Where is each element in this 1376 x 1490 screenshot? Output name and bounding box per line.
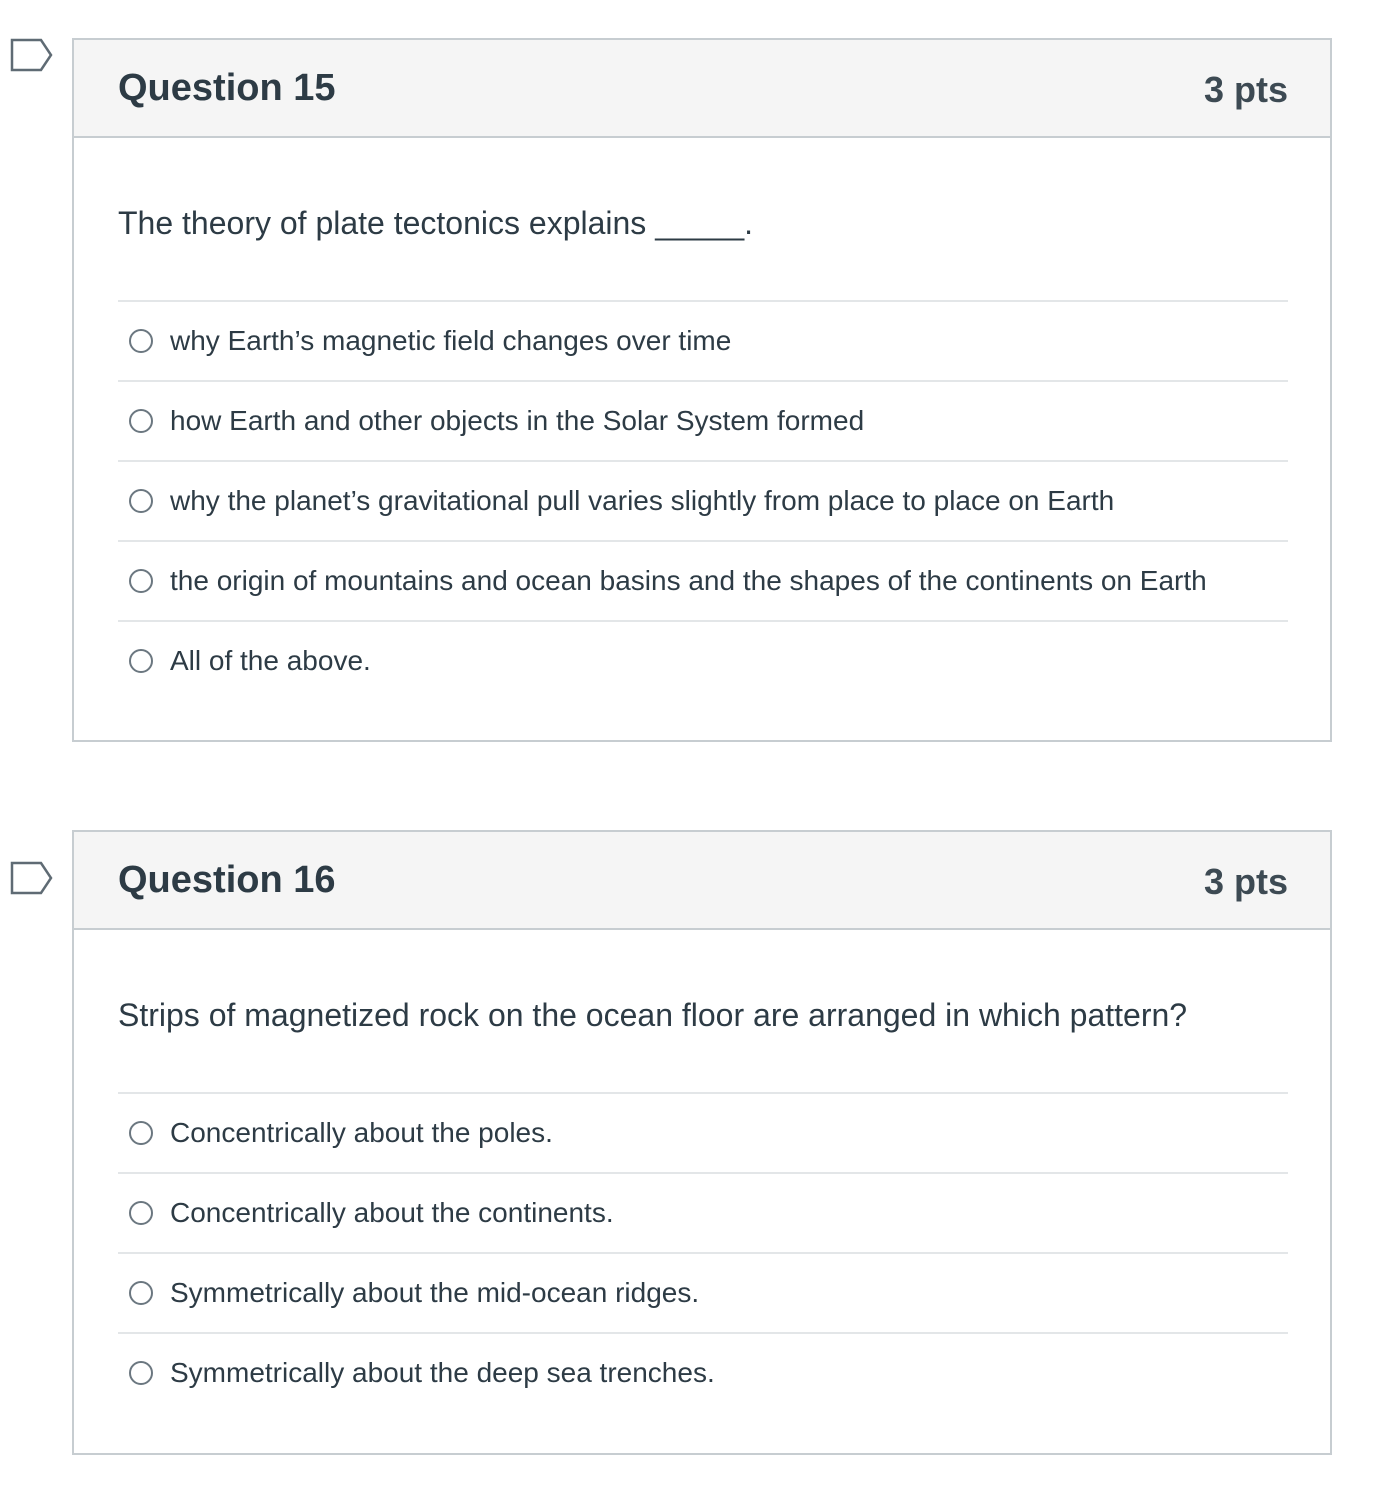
answer-label[interactable]: the origin of mountains and ocean basins and the shapes of the continents on Earth bbox=[170, 565, 1207, 596]
question-title: Question 15 bbox=[118, 67, 336, 109]
question-header bbox=[74, 832, 1330, 930]
answer-label[interactable]: how Earth and other objects in the Solar System formed bbox=[170, 405, 865, 436]
answer-option[interactable] bbox=[118, 1174, 1288, 1254]
question-title: Question 16 bbox=[118, 859, 336, 901]
answer-list bbox=[118, 1092, 1288, 1412]
radio-button[interactable] bbox=[129, 409, 153, 433]
question-points: 3 pts bbox=[1203, 69, 1288, 110]
answer-option[interactable] bbox=[118, 382, 1288, 462]
question-text: Strips of magnetized rock on the ocean floor are arranged in which pattern? bbox=[118, 997, 1188, 1033]
radio-button[interactable] bbox=[129, 1121, 153, 1145]
radio-button[interactable] bbox=[129, 329, 153, 353]
question-text: The theory of plate tectonics explains _____. bbox=[118, 205, 754, 241]
radio-button[interactable] bbox=[129, 1201, 153, 1225]
radio-button[interactable] bbox=[129, 569, 153, 593]
answer-label[interactable]: why the planet’s gravitational pull varies slightly from place to place on Earth bbox=[170, 485, 1115, 516]
radio-button[interactable] bbox=[129, 1281, 153, 1305]
question-card bbox=[72, 830, 1332, 1455]
answer-option[interactable] bbox=[118, 302, 1288, 382]
question-card bbox=[72, 38, 1332, 742]
answer-label[interactable]: Concentrically about the poles. bbox=[170, 1117, 553, 1148]
radio-button[interactable] bbox=[129, 1361, 153, 1385]
answer-list bbox=[118, 300, 1288, 700]
answer-option[interactable] bbox=[118, 1334, 1288, 1412]
answer-label[interactable]: Concentrically about the continents. bbox=[170, 1197, 614, 1228]
question-body bbox=[74, 138, 1330, 700]
question-header bbox=[74, 40, 1330, 138]
answer-label[interactable]: All of the above. bbox=[170, 645, 371, 676]
radio-button[interactable] bbox=[129, 489, 153, 513]
answer-option[interactable] bbox=[118, 542, 1288, 622]
answer-option[interactable] bbox=[118, 622, 1288, 700]
answer-label[interactable]: Symmetrically about the mid-ocean ridges. bbox=[170, 1277, 700, 1308]
answer-option[interactable] bbox=[118, 462, 1288, 542]
answer-label[interactable]: Symmetrically about the deep sea trenches. bbox=[170, 1357, 715, 1388]
radio-button[interactable] bbox=[129, 649, 153, 673]
flag-question-icon[interactable] bbox=[10, 861, 54, 895]
question-points: 3 pts bbox=[1203, 861, 1288, 902]
answer-option[interactable] bbox=[118, 1254, 1288, 1334]
flag-question-icon[interactable] bbox=[10, 38, 54, 72]
answer-label[interactable]: why Earth’s magnetic field changes over time bbox=[170, 325, 732, 356]
answer-option[interactable] bbox=[118, 1094, 1288, 1174]
question-body bbox=[74, 930, 1330, 1412]
